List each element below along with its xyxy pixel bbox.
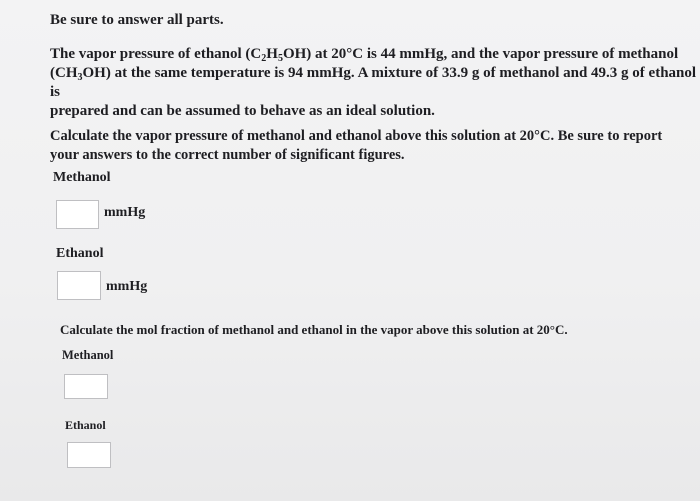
question-1-line-2: your answers to the correct number of significant figures. <box>50 147 405 163</box>
ethanol-pressure-unit: mmHg <box>106 279 148 294</box>
ethanol-molfraction-label: Ethanol <box>65 418 106 432</box>
problem-line-1: The vapor pressure of ethanol $(C_2H_5OH)$ at 20°C is 44 mmHg, and the vapor pressure of methanol <box>50 46 679 64</box>
methanol-pressure-input[interactable] <box>56 200 99 229</box>
question-1-line-1: Calculate the vapor pressure of methanol and ethanol above this solution at 20°C. Be sure to report <box>50 128 663 144</box>
ethanol-pressure-input[interactable] <box>57 271 101 300</box>
methanol-pressure-unit: mmHg <box>104 205 146 220</box>
problem-line-2: $(CH_3OH)$ at the same temperature is 94 mmHg. A mixture of 33.9 g of methanol and 49.3 g of ethanol is <box>50 65 697 100</box>
methanol-pressure-label: Methanol <box>53 170 111 185</box>
question-2-prompt: Calculate the mol fraction of methanol and ethanol in the vapor above this solution at 20°C. <box>60 322 568 337</box>
ethanol-pressure-label: Ethanol <box>56 246 104 261</box>
ethanol-molfraction-input[interactable] <box>67 442 111 468</box>
question-1-prompt <box>50 127 700 165</box>
problem-statement <box>50 45 700 121</box>
instructions-heading: Be sure to answer all parts. <box>50 12 224 28</box>
problem-line-3: prepared and can be assumed to behave as an ideal solution. <box>50 103 435 119</box>
methanol-molfraction-label: Methanol <box>62 348 114 362</box>
methanol-molfraction-input[interactable] <box>64 374 108 399</box>
